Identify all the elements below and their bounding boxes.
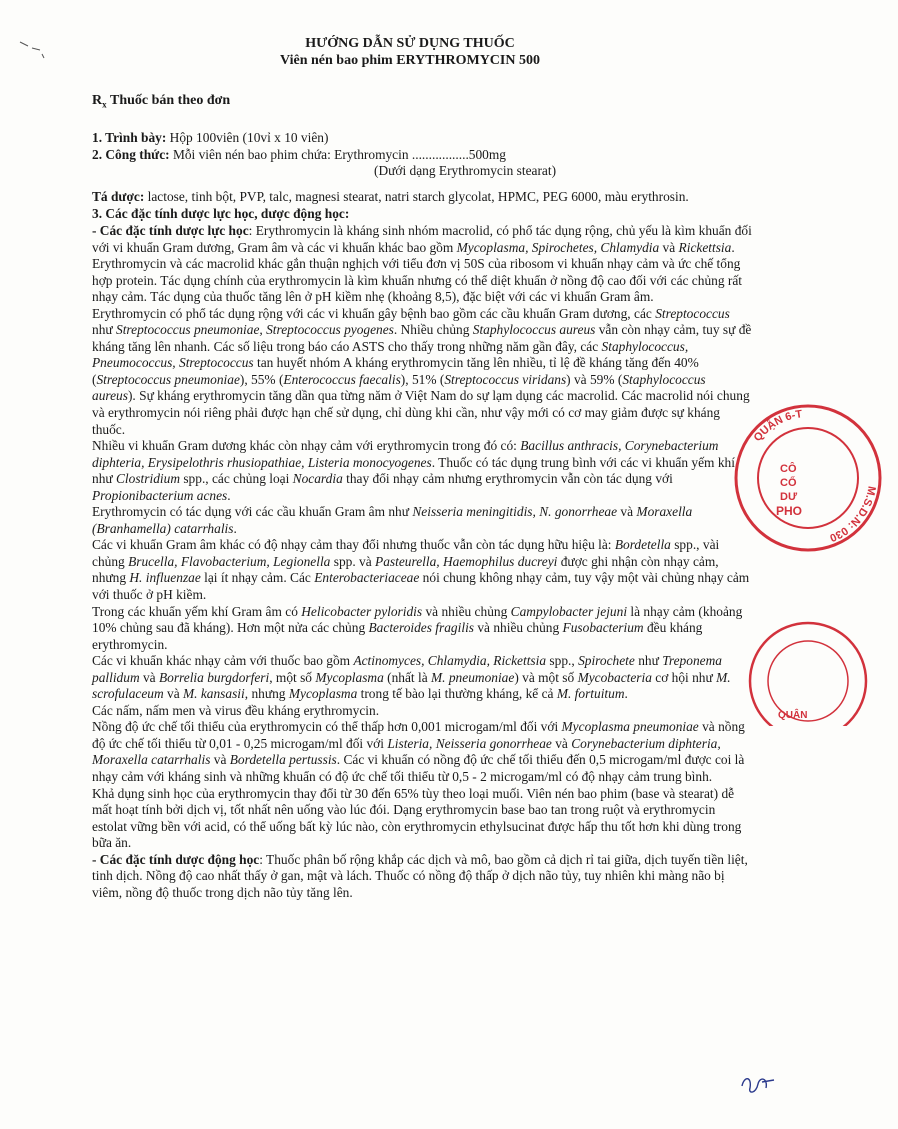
p8-italic-10: Mycoplasma <box>288 686 358 702</box>
p10-italic-2: Listeria, Neisseria gonorrheae <box>387 735 552 751</box>
document-subtitle: Viên nén bao phim ERYTHROMYCIN 500 <box>280 53 540 68</box>
stamp-upper-circle <box>736 406 880 550</box>
p10-text-c: và <box>551 735 572 751</box>
p8-text-d: và <box>139 669 159 685</box>
handwritten-initials <box>738 1068 778 1098</box>
p3-text-c: . Nhiều chủng <box>393 322 473 338</box>
paragraph-other-gram-negative <box>92 537 752 603</box>
stamp-lower-circle <box>750 623 866 726</box>
document-title: HƯỚNG DẪN SỬ DỤNG THUỐC <box>305 36 515 51</box>
p4-text-c: spp., các chủng loại <box>180 471 293 487</box>
pd-intro-text: : Erythromycin là kháng sinh nhóm macrolid, có phổ tác dụng rộng, chủ yếu là kìm khuẩn đối với vi khuẩn Gram dương, Gram âm và các vi khuẩn khác bao gồm <box>92 222 752 255</box>
stamp-inner-line-1: CÔ <box>780 463 797 475</box>
p10-italic-3: Corynebacterium diphteria, Moraxella catarrhalis <box>92 735 721 768</box>
rx-subscript: x <box>102 99 107 110</box>
p7-text-b: và nhiều chủng <box>422 603 511 619</box>
p8-italic-11: M. fortuitum <box>556 686 625 702</box>
p5-italic-1: Neisseria meningitidis, N. gonorrheae <box>412 504 618 520</box>
p6-italic-2: Brucella, Flavobacterium, Legionella <box>128 553 331 569</box>
p8-italic-4: Borrelia burgdorferi <box>158 669 270 685</box>
p10-text-b: và nồng độ ức chế tối thiểu từ 0,01 - 0,25 microgam/ml đối với <box>92 719 745 751</box>
p8-text-g: ) và một số <box>514 669 578 685</box>
p5-text-b: và <box>617 504 637 520</box>
section-1-label: 1. Trình bày: <box>92 130 167 146</box>
p6-text-d: được ghi nhận còn nhạy cảm, nhưng <box>92 553 719 586</box>
p8-italic-7: Mycobacteria <box>577 669 652 685</box>
p3-text-d: vẫn còn nhạy cảm, tuy sự đề kháng tăng lên nhanh. Các số liệu trong báo cáo ASTS cho thấy trong những năm gần đây, các <box>92 322 752 354</box>
section-3-heading: 3. Các đặc tính dược lực học, dược động học: <box>92 206 350 222</box>
p8-italic-6: M. pneumoniae <box>431 669 515 685</box>
p3-italic-7: Streptococcus viridans <box>444 371 567 387</box>
p3-italic-8: Staphylococcus aureus <box>92 371 706 404</box>
p10-text-a: Nồng độ ức chế tối thiểu của erythromycin có thể thấp hơn 0,001 microgam/ml đối với <box>92 719 562 735</box>
p6-italic-1: Bordetella <box>614 537 671 553</box>
p3-text-f: ), 55% ( <box>239 371 284 387</box>
p7-italic-3: Bacteroides fragilis <box>368 620 475 636</box>
p5-text-a: Erythromycin có tác dụng với các cầu khuẩn Gram âm như <box>92 504 413 520</box>
stamp-ring-text: M.S.D.N: 030 <box>827 485 878 544</box>
p6-italic-3: Pasteurella, Haemophilus ducreyi <box>375 553 558 569</box>
p5-italic-2: Moraxella (Branhamella) catarrhalis <box>92 504 693 536</box>
p3-italic-5: Streptococcus pneumoniae <box>96 371 240 387</box>
pd-intro-italic-2: Rickettsia <box>678 239 732 255</box>
document-body <box>92 92 752 901</box>
p6-text-e: lại ít nhạy cảm. Các <box>200 570 315 586</box>
pharmacokinetics-paragraph <box>92 852 752 902</box>
p3-text-j: ). Sự kháng erythromycin tăng dần qua từng năm ở Việt Nam do sự lạm dụng các macrolid. Các macrolid nói chung và erythromycin nói riêng phải được hạn chế sử dụng, chỉ dùng khi cần, như vậy mới có cơ may giảm được sự kháng thuốc. <box>92 388 750 437</box>
p8-text-l: trong tế bào lại thường kháng, kể cả <box>357 686 557 702</box>
p8-italic-9: M. kansasii <box>183 686 245 702</box>
section-2-subnote: (Dưới dạng Erythromycin stearat) <box>374 163 557 179</box>
p3-italic-6: Enterococcus faecalis <box>283 371 401 387</box>
stamp-inner-line-2: CỔ <box>780 477 797 489</box>
p3-text-b: như <box>92 322 116 338</box>
p4-text-a: Nhiều vi khuẩn Gram dương khác còn nhạy cảm với erythromycin trong đó có: <box>92 438 521 454</box>
p10-text-e: . Các vi khuẩn có nồng độ ức chế tối thiểu đến 0,5 microgam/ml được coi là nhạy cảm với kháng sinh và những khuẩn có độ ức chế tối thiểu từ 0,5 - 2 microgam/ml có độ nhạy cảm trung bình. <box>92 752 745 784</box>
pd-label: - Các đặc tính dược lực học <box>92 222 249 238</box>
pharmacodynamics-intro <box>92 223 752 256</box>
section-1-presentation <box>92 130 752 147</box>
stamp-ring-text-bottom: QUẬN 6-T <box>751 408 804 444</box>
p8-text-b: spp., <box>546 653 579 669</box>
p8-italic-1: Actinomyces, Chlamydia, Rickettsia <box>353 653 547 669</box>
rx-label: Thuốc bán theo đơn <box>109 93 231 108</box>
p6-text-c: spp. và <box>330 553 376 569</box>
pd-intro-italic: Mycoplasma, Spirochetes, Chlamydia <box>456 239 660 255</box>
paragraph-bioavailability: Khả dụng sinh học của erythromycin thay đổi từ 30 đến 65% tùy theo loại muối. Viên nén bao phim (base và stearat) dễ mất hoạt tính bởi dịch vị, tốt nhất nên uống vào lúc đói. Dạng erythromycin base bao tan trong ruột và erythromycin estolat vững bền với acid, có thể uống bất kỳ lúc nào, còn erythromycin ethylsucinat được hấp thu tốt hơn khi dùng trong bữa ăn. <box>92 785 742 851</box>
rx-line <box>92 92 752 113</box>
p10-italic-1: Mycoplasma pneumoniae <box>561 719 699 735</box>
p8-text-j: và <box>163 686 183 702</box>
p7-text-e: đều kháng erythromycin. <box>92 620 703 652</box>
p4-italic-4: Propionibacterium acnes <box>92 487 228 503</box>
section-1-text: Hộp 100viên (10vỉ x 10 viên) <box>166 130 329 146</box>
paragraph-other-bacteria <box>92 653 752 703</box>
paragraph-mic <box>92 719 752 785</box>
p8-text-a: Các vi khuẩn khác nhạy cảm với thuốc bao gồm <box>92 653 354 669</box>
p4-text-b: . Thuốc có tác dụng trung bình với các vi khuẩn yếm khí như <box>92 454 735 487</box>
excipients-text: lactose, tinh bột, PVP, talc, magnesi stearat, natri starch glycolat, HPMC, PEG 6000, màu erythrosin. <box>144 188 689 204</box>
p6-italic-5: Enterobacteriaceae <box>314 570 420 586</box>
p6-text-b: spp., vài chủng <box>92 537 720 569</box>
paragraph-fungi: Các nấm, nấm men và virus đều kháng erythromycin. <box>92 702 380 718</box>
p8-italic-8: M. scrofulaceum <box>92 669 731 702</box>
paragraph-gram-positive <box>92 306 752 438</box>
p8-italic-5: Mycoplasma <box>315 669 384 685</box>
p8-text-f: (nhất là <box>383 669 432 685</box>
p3-italic-4: Staphylococcus, Pneumococcus, Streptococcus <box>92 338 689 371</box>
p6-italic-4: H. influenzae <box>129 570 201 586</box>
p3-text-g: ), 51% ( <box>400 371 445 387</box>
stamp-inner-line-4: PHO <box>776 504 803 518</box>
p8-text-e: , một số <box>269 669 316 685</box>
excipients-label: Tá dược: <box>92 188 145 204</box>
pk-text: : Thuốc phân bố rộng khắp các dịch và mô, bao gồm cả dịch rỉ tai giữa, dịch tuyến tiền liệt, tinh dịch. Nồng độ cao nhất thấy ở gan, mật và lách. Thuốc có nồng độ thấp ở dịch não tủy, tuy nhiên khi màng não bị viêm, nồng độ thuốc trong dịch não tủy tăng lên. <box>92 851 748 900</box>
pk-label: - Các đặc tính dược động học <box>92 851 260 867</box>
section-2-label: 2. Công thức: <box>92 146 170 162</box>
p6-text-a: Các vi khuẩn Gram âm khác có độ nhạy cảm thay đổi nhưng thuốc vẫn còn tác dụng hữu hiệu là: <box>92 537 615 553</box>
p10-text-d: và <box>210 752 230 768</box>
p3-text-a: Erythromycin có phổ tác dụng rộng với các vi khuẩn gây bệnh bao gồm các cầu khuẩn Gram dương, các <box>92 305 656 321</box>
p6-text-f: nói chung không nhạy cảm, tuy vậy một vài chủng nhạy cảm với thuốc ở pH kiềm. <box>92 570 750 602</box>
excipients-paragraph <box>92 189 752 206</box>
p7-text-d: và nhiều chủng <box>474 620 563 636</box>
p7-text-a: Trong các khuẩn yếm khí Gram âm có <box>92 603 302 619</box>
p5-text-c: . <box>233 520 237 536</box>
p4-text-e: . <box>227 487 231 503</box>
p8-text-m: . <box>624 686 628 702</box>
p8-italic-3: Treponema pallidum <box>92 653 722 685</box>
p3-text-h: ) và 59% ( <box>566 371 623 387</box>
pd-intro-text-2: và <box>659 239 679 255</box>
p4-italic-2: Clostridium <box>116 471 180 487</box>
section-2-text: Mỗi viên nén bao phim chứa: Erythromycin .................500mg <box>169 146 506 162</box>
paragraph-gram-negative-cocci <box>92 504 752 537</box>
rx-symbol: R <box>92 93 103 108</box>
pd-intro-end: . <box>731 239 735 255</box>
section-2-formula <box>92 147 752 164</box>
p8-text-c: như <box>634 653 663 669</box>
p8-text-h: cơ hội như <box>651 669 717 685</box>
p7-italic-2: Campylobacter jejuni <box>510 603 628 619</box>
p8-text-k: , nhưng <box>244 686 289 702</box>
p3-italic-1: Streptococcus <box>655 305 730 321</box>
p4-text-d: thay đổi nhạy cảm nhưng erythromycin vẫn còn tác dụng với <box>342 471 673 487</box>
p7-italic-1: Helicobacter pyloridis <box>301 603 423 619</box>
p10-italic-4: Bordetella pertussis <box>229 752 337 768</box>
p3-italic-2: Streptococcus pneumoniae, Streptococcus pyogenes <box>116 322 394 338</box>
p7-italic-4: Fusobacterium <box>562 620 644 636</box>
p3-italic-3: Staphylococcus aureus <box>472 322 596 338</box>
red-stamp-seal <box>728 396 898 726</box>
p7-text-c: là nhạy cảm (khoảng 10% chủng sau đã kháng). Hơn một nửa các chủng <box>92 603 743 636</box>
p3-text-e: tan huyết nhóm A kháng erythromycin tăng lên nhiều, tỉ lệ đề kháng tăng đến 40% ( <box>92 355 699 387</box>
paragraph-ribosome: Erythromycin và các macrolid khác gắn thuận nghịch với tiểu đơn vị 50S của ribosom vi khuẩn nhạy cảm và ức chế tổng hợp protein. Tác dụng chính của erythromycin là kìm khuẩn nhưng có thể diệt khuẩn ở nồng độ cao đối với các chủng rất nhạy cảm. Tác dụng của thuốc tăng lên ở pH kiềm nhẹ (khoảng 8,5), đặc biệt với các vi khuẩn Gram âm. <box>92 256 743 305</box>
paragraph-anaerobes <box>92 604 752 654</box>
p8-italic-2: Spirochete <box>578 653 635 669</box>
p4-italic-3: Nocardia <box>292 471 343 487</box>
stamp-inner-line-3: DƯ <box>780 491 798 503</box>
stamp-lower-text: QUẬN <box>778 710 808 721</box>
p4-italic-1: Bacillus anthracis, Corynebacterium diphteria, Erysipelothris rhusiopathiae, Listeria monocyogenes <box>92 438 719 470</box>
paragraph-other-gram-positive <box>92 438 752 504</box>
